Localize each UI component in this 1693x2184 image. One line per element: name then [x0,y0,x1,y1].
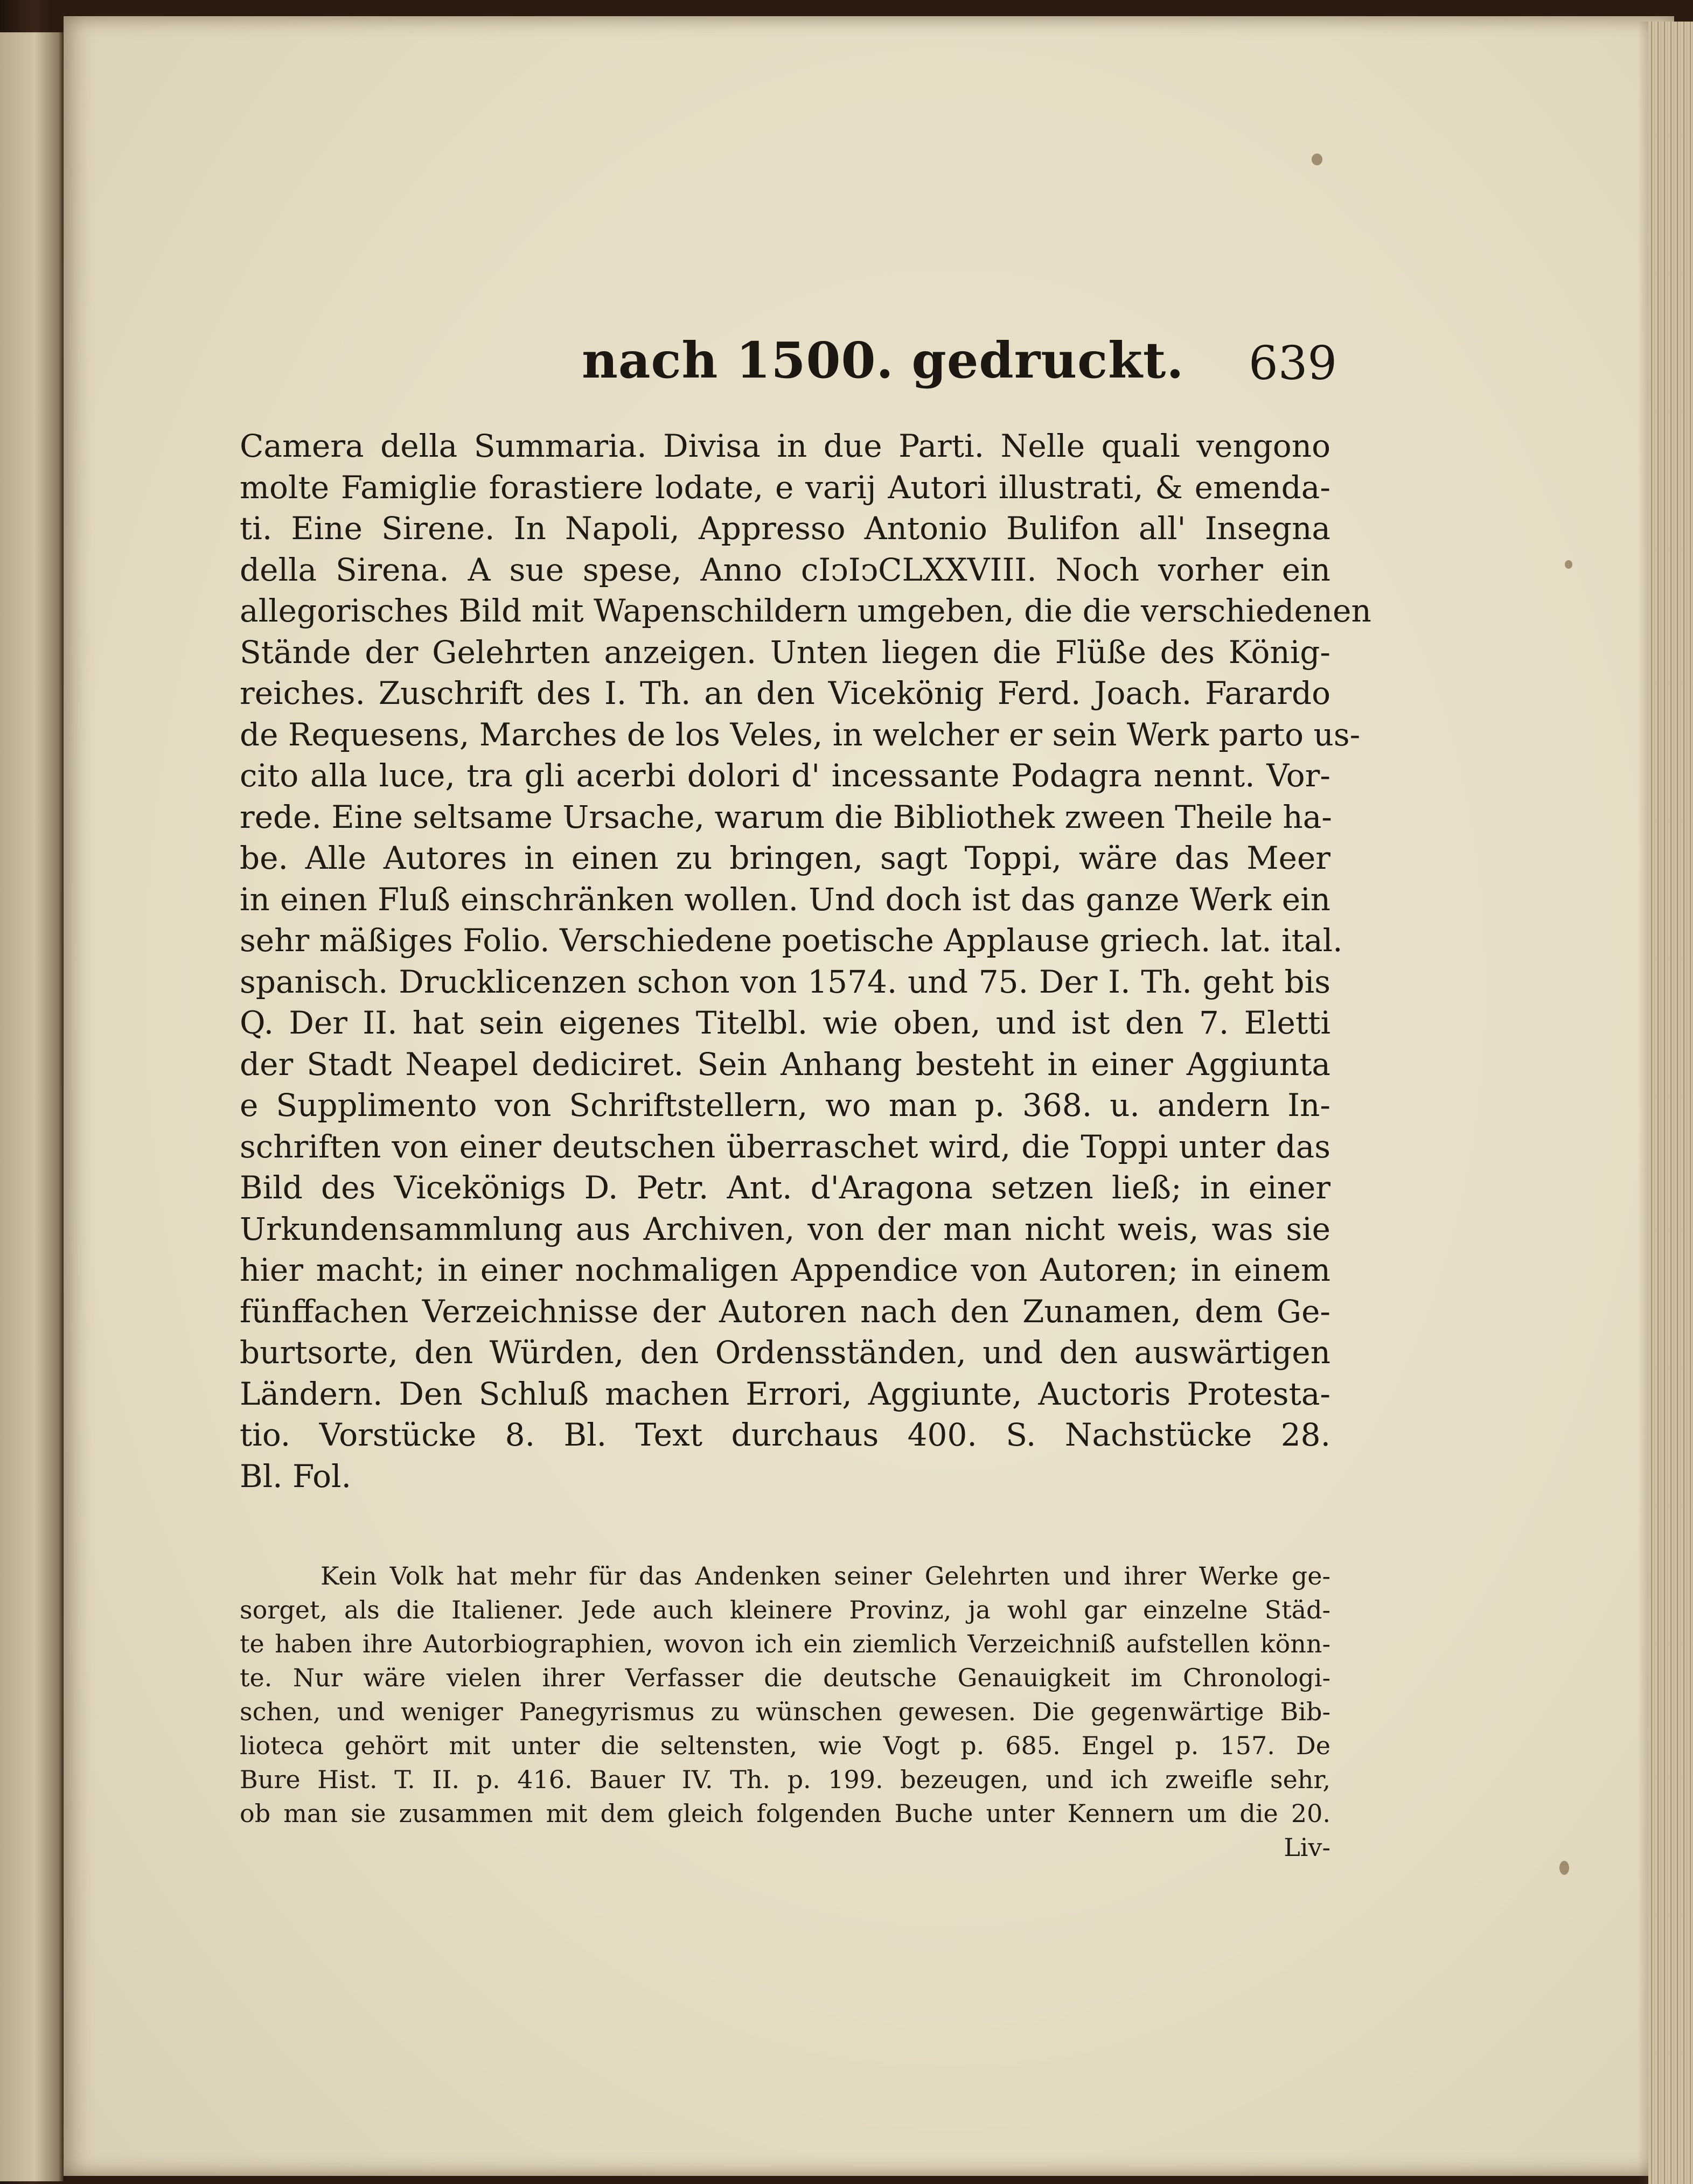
note-line: te. Nur wäre vielen ihrer Verfasser die deutsche Genauigkeit im Chronologi- [240,1663,1330,1692]
text-line: tio. Vorstücke 8. Bl. Text durchaus 400. S. Nachstücke 28. [240,1417,1330,1453]
note-line: ob man sie zusammen mit dem gleich folgenden Buche unter Kennern um die 20. [240,1799,1330,1828]
ink-spot [1559,1861,1569,1875]
main-text-block [240,425,1371,1497]
text-line: Urkundensammlung aus Archiven, von der man nicht weis, was sie [240,1210,1330,1247]
text-line: schriften von einer deutschen überraschet wird, die Toppi unter das [240,1128,1330,1165]
text-line: be. Alle Autores in einen zu bringen, sagt Toppi, wäre das Meer [240,840,1330,876]
text-line: Ländern. Den Schluß machen Errori, Aggiunte, Auctoris Protesta- [240,1375,1330,1412]
note-line: schen, und weniger Panegyrismus zu wünschen gewesen. Die gegenwärtige Bib- [240,1697,1330,1726]
text-line: burtsorte, den Würden, den Ordensständen, und den auswärtigen [240,1334,1330,1371]
text-line: sehr mäßiges Folio. Verschiedene poetische Applause griech. lat. ital. [240,922,1343,959]
text-line: e Supplimento von Schriftstellern, wo man p. 368. u. andern In- [240,1087,1330,1124]
running-head: nach 1500. gedruckt. [582,331,1185,389]
text-line: della Sirena. A sue spese, Anno cIↄIↄCLXXVIII. Noch vorher ein [240,551,1330,588]
note-line: sorget, als die Italiener. Jede auch kleinere Provinz, ja wohl gar einzelne Städ- [240,1595,1330,1624]
note-line: Bure Hist. T. II. p. 416. Bauer IV. Th. p. 199. bezeugen, und ich zweifle sehr, [240,1765,1330,1794]
text-line: rede. Eine seltsame Ursache, warum die Bibliothek zween Theile ha- [240,798,1332,835]
page-number: 639 [1249,337,1337,390]
text-line: hier macht; in einer nochmaligen Appendice von Autoren; in einem [240,1252,1330,1288]
text-line: der Stadt Neapel dediciret. Sein Anhang besteht in einer Aggiunta [240,1045,1330,1083]
text-line: Bl. Fol. [240,1457,352,1495]
note-line: lioteca gehört mit unter die seltensten, wie Vogt p. 685. Engel p. 157. De [240,1731,1330,1760]
previous-page-edge [0,32,66,2181]
note-line: Kein Volk hat mehr für das Andenken seiner Gelehrten und ihrer Werke ge- [321,1561,1330,1590]
annotation-block [240,1559,1330,1865]
text-line: cito alla luce, tra gli acerbi dolori d' incessante Podagra nennt. Vor- [240,757,1330,794]
text-line: fünffachen Verzeichnisse der Autoren nach den Zunamen, dem Ge- [240,1293,1330,1330]
text-line: in einen Fluß einschränken wollen. Und doch ist das ganze Werk ein [240,881,1330,918]
text-line: Bild des Vicekönigs D. Petr. Ant. d'Aragona setzen ließ; in einer [240,1169,1330,1206]
ink-spot [1565,560,1572,569]
text-line: de Requesens, Marches de los Veles, in welcher er sein Werk parto us- [240,716,1361,753]
catchword: Liv- [1284,1833,1330,1862]
ink-spot [1312,153,1322,165]
text-line: molte Famiglie forastiere lodate, e varij Autori illustrati, & emenda- [240,469,1330,506]
text-line: Q. Der II. hat sein eigenes Titelbl. wie oben, und ist den 7. Eletti [240,1004,1330,1041]
text-line: reiches. Zuschrift des I. Th. an den Vicekönig Ferd. Joach. Farardo [240,675,1330,711]
stacked-page-edges [1648,22,1693,2184]
text-line: Stände der Gelehrten anzeigen. Unten liegen die Flüße des König- [240,633,1330,671]
note-line: te haben ihre Autorbiographien, wovon ich ein ziemlich Verzeichniß aufstellen könn- [240,1629,1330,1658]
text-line: allegorisches Bild mit Wapenschildern umgeben, die die verschiedenen [240,592,1371,629]
text-line: Camera della Summaria. Divisa in due Parti. Nelle quali vengono [240,428,1330,464]
text-line: spanisch. Drucklicenzen schon von 1574. und 75. Der I. Th. geht bis [240,963,1330,1000]
text-line: ti. Eine Sirene. In Napoli, Appresso Antonio Bulifon all' Insegna [240,510,1330,547]
